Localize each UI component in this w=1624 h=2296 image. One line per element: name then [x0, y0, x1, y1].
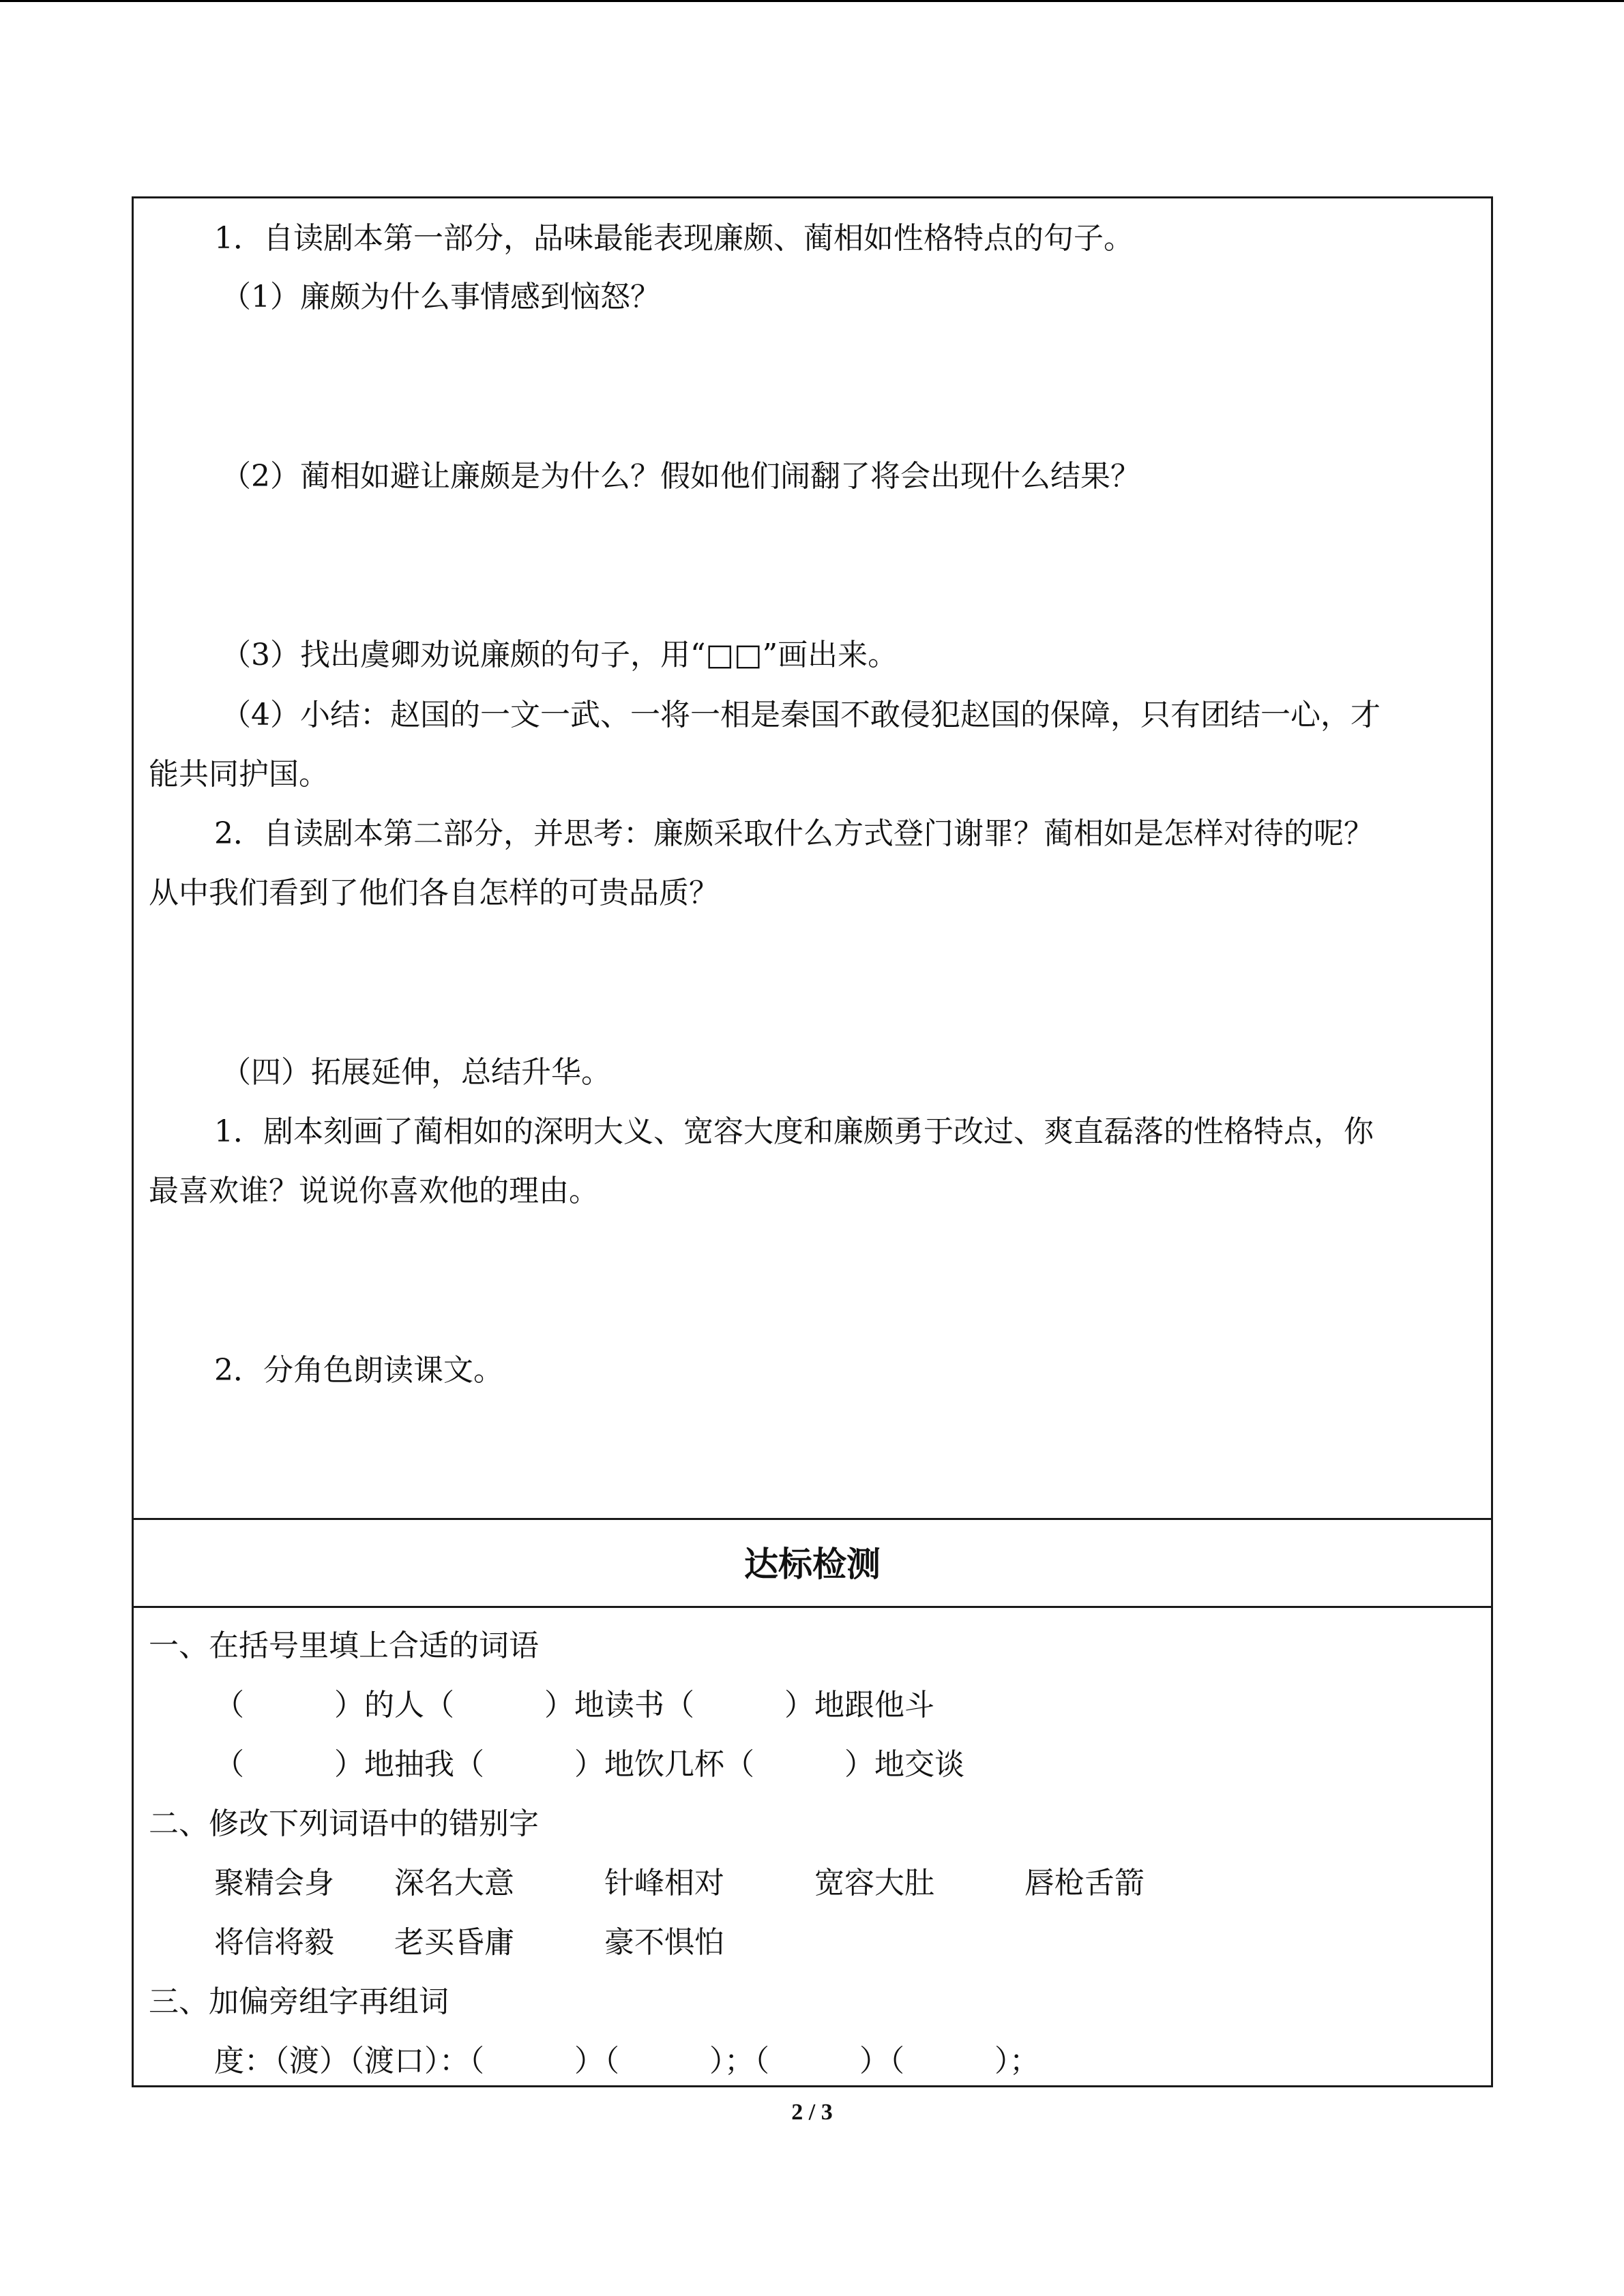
exercise-2-title: 二、修改下列词语中的错别字	[149, 1806, 539, 1841]
exercise-2-row-1: 聚精会身 深名大意 针峰相对 宽容大肚 唇枪舌箭	[214, 1866, 1145, 1900]
task-1-read-part-one: 1．自读剧本第一部分，品味最能表现廉颇、蔺相如性格特点的句子。	[214, 221, 1134, 256]
table-divider-top	[134, 1518, 1491, 1520]
assessment-heading: 达标检测	[744, 1545, 881, 1584]
exercise-1-row-2: （ ）地抽我（ ）地饮几杯（ ）地交谈	[214, 1747, 964, 1782]
task-2-line-1: 2．自读剧本第二部分，并思考：廉颇采取什么方式登门谢罪？蔺相如是怎样对待的呢？	[214, 816, 1374, 851]
exercise-1-row-1: （ ）的人（ ）地读书（ ）地跟他斗	[214, 1688, 934, 1723]
task-2-line-2: 从中我们看到了他们各自怎样的可贵品质？	[149, 876, 719, 910]
table-divider-bottom	[134, 1606, 1491, 1608]
question-3-yuqing-sentence: （3）找出虞卿劝说廉颇的句子，用“□□”画出来。	[221, 638, 898, 672]
page-top-border	[0, 0, 1624, 2]
question-1-lianpo-anger: （1）廉颇为什么事情感到恼怒？	[221, 280, 660, 314]
summary-4-line-1: （4）小结：赵国的一文一武、一将一相是秦国不敢侵犯赵国的保障，只有团结一心，才	[221, 698, 1381, 732]
extension-1-line-2: 最喜欢谁？说说你喜欢他的理由。	[149, 1174, 599, 1208]
extension-1-line-1: 1．剧本刻画了蔺相如的深明大义、宽容大度和廉颇勇于改过、爽直磊落的性格特点，你	[214, 1114, 1374, 1149]
exercise-1-title: 一、在括号里填上合适的词语	[149, 1628, 539, 1663]
exercise-3-title: 三、加偏旁组字再组词	[149, 1984, 449, 2019]
section-4-extension-heading: （四）拓展延伸，总结升华。	[221, 1055, 611, 1090]
summary-4-line-2: 能共同护国。	[149, 757, 329, 792]
question-2-lin-xiangru-yield: （2）蔺相如避让廉颇是为什么？假如他们闹翻了将会出现什么结果？	[221, 459, 1140, 494]
lesson-table	[132, 196, 1493, 2087]
extension-2-role-reading: 2．分角色朗读课文。	[214, 1353, 503, 1388]
exercise-3-row-1: 度：（渡）（渡口）：（ ）（ ）；（ ）（ ）；	[214, 2044, 1039, 2078]
page-number: 2 / 3	[791, 2100, 833, 2125]
exercise-2-row-2: 将信将毅 老买昏庸 豪不惧怕	[214, 1925, 724, 1960]
